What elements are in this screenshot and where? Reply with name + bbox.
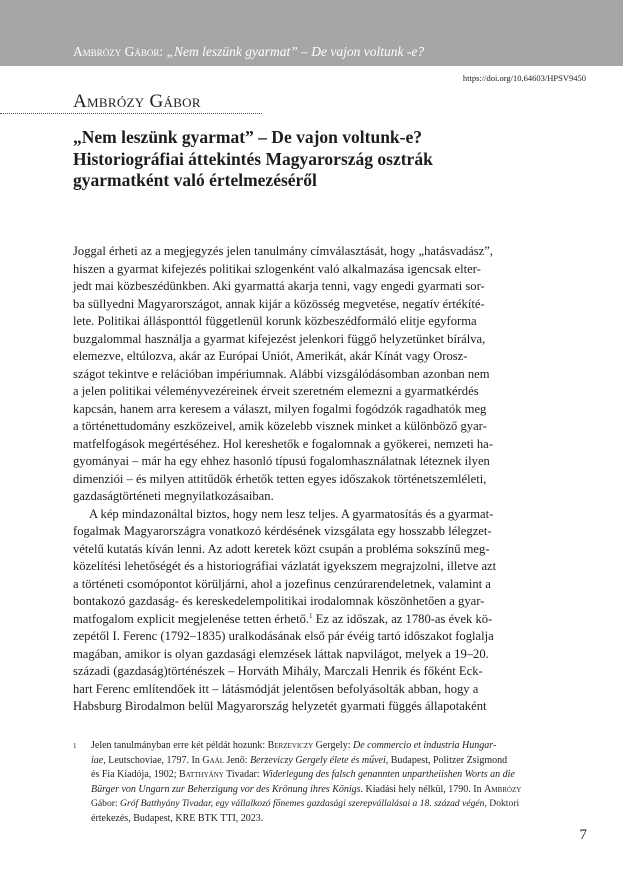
footnote-line: [91, 739, 587, 754]
body-line: buzgalommal használja a gyarmat kifejezést jelenkori függő helyzetünket bírálva,: [73, 331, 486, 346]
author-name: Ambrózy Gábor: [73, 91, 201, 112]
body-line: Habsburg Birodalmon belül Magyarország helyzetét gyarmati függés állapotaként: [73, 699, 487, 713]
body-line: dimenziói – és milyen attitűdök érhetők tetten egyes időszakok történetszemléleti,: [73, 471, 487, 486]
fn-text: Tivadar:: [223, 769, 263, 780]
running-head: [73, 44, 593, 60]
body-line-tail: Ez az időszak, az 1780-as évek kö-: [312, 611, 493, 626]
body-line: a történeti csomópontot körüljárni, ahol a jozefinus cenzúrarendeletnek, valamint a: [73, 576, 491, 591]
footnote-1: [73, 739, 587, 826]
footnotes: [73, 739, 587, 826]
body-line: A kép mindazonáltal biztos, hogy nem lesz teljes. A gyarmatosítás és a gyarmat-: [89, 506, 494, 521]
body-line: jedt mai közbeszédünkben. Aki gyarmattá akarja tenni, vagy engedi gyarmati sor-: [73, 279, 485, 293]
body-line: lete. Politikai állásponttól függetlenül korunk közbeszédformáló elitje egyforma: [73, 314, 477, 328]
footnote-line: [91, 768, 587, 783]
article-title: [73, 127, 573, 192]
body-line: a történettudomány eszközeivel, amik közelebb visznek minket a különböző gyar-: [73, 419, 487, 433]
fn-work-title: Gróf Batthyány Tivadar, egy vállalkozó főnemes gazdasági szerepvállalásai a 18. század végén: [120, 798, 485, 809]
fn-text: Jenő:: [223, 754, 251, 766]
fn-text: és Fia Kiadója, 1902;: [91, 769, 180, 780]
fn-author: Batthyány: [179, 769, 224, 780]
body-line: elemezve, eltúlozva, akár az Európai Uniót, Amerikát, akár Kínát vagy Orosz-: [73, 349, 468, 363]
fn-author: Ambrózy: [484, 783, 522, 795]
fn-text: Gábor:: [91, 798, 121, 809]
footnote-mark: 1: [73, 742, 77, 750]
footnote-line: [91, 797, 587, 812]
footnote-line: értekezés, Budapest, KRE BTK TTI, 2023.: [91, 812, 264, 824]
body-line: Joggal érheti az a megjegyzés jelen tanulmány címválasztását, hogy „hatásvadász”,: [73, 244, 493, 258]
footnote-line: [91, 754, 587, 769]
body-line-text: matfogalom explicit megjelenése tetten érhető.: [73, 611, 310, 626]
body-line-with-footnote: [73, 611, 587, 629]
fn-work-title: De commercio et industria Hungar-: [352, 740, 497, 751]
fn-text: Jelen tanulmányban erre két példát hozunk:: [91, 740, 268, 751]
fn-work-title: Widerlegung des falsch genannten unpartheiishen Worts an die: [262, 769, 515, 780]
running-head-author: Ambrózy Gábor:: [73, 44, 164, 59]
body-line: századi (gazdaság)történészek – Horváth Mihály, Marczali Henrik és főként Eck-: [73, 664, 483, 678]
body-line: a jelen politikai véleményvezéreinek érveit szeretném elemezni a gyarmatkérdés: [73, 384, 479, 398]
running-head-title: „Nem leszünk gyarmat” – De vajon voltunk -e?: [166, 44, 425, 59]
body-line: gyományai – már ha egy ehhez hasonló típusú fogalomhasználatnak léteznek ilyen: [73, 454, 490, 468]
fn-work-title: Bürger von Ungarn zur Beherzigung vor des Krönung ihres Königs: [91, 783, 361, 795]
body-line: bontakozó gazdaság- és kereskedelempolitikai irodalomnak köszönhetően a gyar-: [73, 594, 485, 608]
footnote-ref[interactable]: 1: [309, 611, 313, 620]
body-line: hiszen a gyarmat kifejezés politikai szlogenként való alkalmazása igencsak elter-: [73, 261, 481, 276]
body-line: kapcsán, hanem arra keresem a választ, milyen fogalmi fogódzók ragadhatók meg: [73, 401, 487, 416]
fn-work-title: Berzeviczy Gergely élete és művei: [250, 754, 386, 766]
body-line: közelítési lehetőségét és a historiográfiai vázlatát igyekszem megrajzolni, illetve azt: [73, 559, 497, 573]
page-number: 7: [579, 827, 587, 843]
fn-author: Berzeviczy: [267, 740, 314, 751]
body-line: vételű kutatás kíván lenni. Az adott keretek közt csupán a probléma sokszínű meg-: [73, 541, 490, 556]
fn-text: . Kiadási hely nélkül, 1790. In: [360, 783, 485, 795]
fn-text: , Leutschoviae, 1797. In: [103, 754, 203, 766]
title-line: gyarmatként való értelmezéséről: [73, 170, 317, 190]
body-line: szágot tekintve e relációban impériumnak. Alábbi vizsgálódásomban azonban nem: [73, 366, 490, 381]
fn-text: , Budapest, Politzer Zsigmond: [385, 754, 508, 766]
body-line: fogalmak Magyarországra vonatkozó kérdésének vizsgálata egy hosszabb lélegzet-: [73, 524, 492, 538]
fn-text: Gergely:: [313, 740, 353, 751]
body-line: matfelfogások megértéséhez. Hol kereshetők e fogalomnak a gyökerei, nemzeti ha-: [73, 436, 493, 451]
body-text: [73, 243, 587, 716]
body-line: zepétől I. Ferenc (1792–1835) uralkodásának első pár évéig tartó időszakot foglalja: [73, 629, 494, 643]
body-line: hart Ferenc említendőek itt – látásmódját jelentősen befolyásolták abban, hogy a: [73, 681, 479, 696]
body-line: magában, amikor is olyan gazdasági elemzések láttak napvilágot, melyek a 19–20.: [73, 646, 489, 661]
doi-link[interactable]: https://doi.org/10.64603/HPSV9450: [462, 73, 586, 83]
fn-text: , Doktori: [484, 798, 520, 809]
dotted-rule: [0, 113, 262, 114]
fn-author: Gaál: [202, 754, 224, 766]
title-line: „Nem leszünk gyarmat” – De vajon voltunk-e?: [73, 127, 423, 147]
body-line: gazdaságtörténeti megnyilatkozásaiban.: [73, 489, 274, 503]
footnote-line: [91, 783, 587, 798]
body-line: ba süllyedni Magyarországot, annak kijár a közösség megvetése, negatív értékíté-: [73, 296, 485, 311]
fn-work-title: iae: [91, 754, 104, 766]
title-line: Historiográfiai áttekintés Magyarország osztrák: [73, 148, 433, 169]
